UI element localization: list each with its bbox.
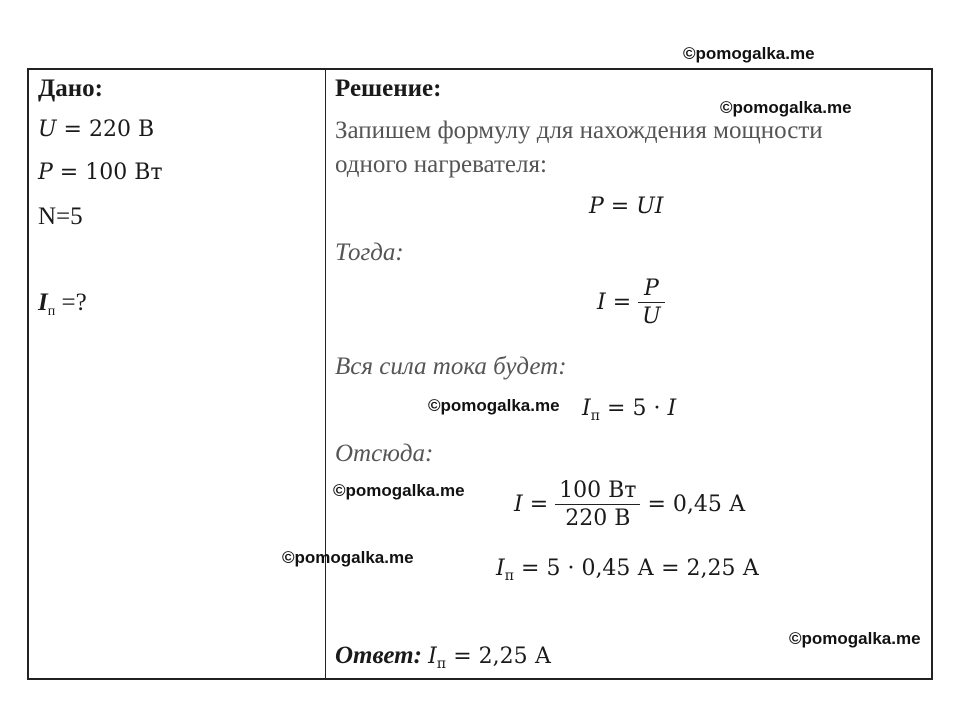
find-current [38,289,87,319]
formula-power-left: P [589,194,604,219]
formula-total-calc-subscript: п [504,568,515,584]
given-power [38,162,163,184]
find-rest: =? [55,289,87,316]
watermark-upper-right: ©pomogalka.me [720,98,852,117]
formula-power [589,196,663,218]
formula-current-left: I [597,290,606,315]
given-count: N=5 [38,203,83,230]
fraction-numerator: P [638,278,665,303]
power-value: 100 Вт [85,160,163,185]
intro-line-2: одного нагревателя: [335,151,547,178]
fraction-denominator: U [642,304,661,329]
voltage-eq: = [56,117,89,142]
watermark-middle: ©pomogalka.me [428,396,560,415]
fraction-values-denominator: 220 В [565,506,631,531]
find-subscript: п [47,304,56,319]
then-label: Тогда: [335,239,404,266]
given-heading: Дано: [38,75,103,102]
total-current-label: Вся сила тока будет: [335,353,567,380]
formula-calc-eq: = [522,492,556,517]
fraction-values [555,480,640,530]
formula-current-eq: = [605,290,639,315]
answer-label: Ответ: [335,642,422,669]
formula-total-right: I [667,396,677,421]
find-symbol: I [38,289,48,316]
formula-total-eq: = 5 · [600,396,668,421]
formula-total-subscript: п [590,408,601,424]
answer-line [335,642,552,672]
answer-value: = 2,25 А [446,644,552,669]
formula-calc-result: = 0,45 А [640,492,746,517]
formula-total-left: I [582,396,591,421]
solution-heading: Решение: [335,75,442,102]
formula-calc-left: I [514,492,523,517]
answer-subscript: п [436,656,447,672]
watermark-bottom-right: ©pomogalka.me [789,629,921,648]
formula-calc [514,480,746,530]
watermark-lower-left: ©pomogalka.me [282,548,414,567]
voltage-symbol: U [38,117,57,142]
formula-current [597,278,665,328]
intro-line-1: Запишем формулу для нахождения мощности [335,117,823,144]
formula-total [582,396,677,424]
formula-power-eq: = [603,194,637,219]
formula-total-calc-rest: = 5 · 0,45 А = 2,25 А [514,556,760,581]
given-voltage [38,119,154,141]
column-divider [325,70,326,678]
watermark-top: ©pomogalka.me [683,44,815,63]
power-eq: = [52,160,86,185]
answer-symbol: I [428,644,437,669]
formula-power-right: UI [636,194,664,219]
formula-total-calc-left: I [496,556,505,581]
watermark-center-left: ©pomogalka.me [333,481,465,500]
formula-total-calc [496,556,760,584]
fraction-values-numerator: 100 Вт [555,480,640,505]
voltage-value: 220 В [88,117,155,142]
hence-label: Отсюда: [335,440,434,467]
fraction-p-over-u [638,278,665,328]
power-symbol: P [38,160,53,185]
